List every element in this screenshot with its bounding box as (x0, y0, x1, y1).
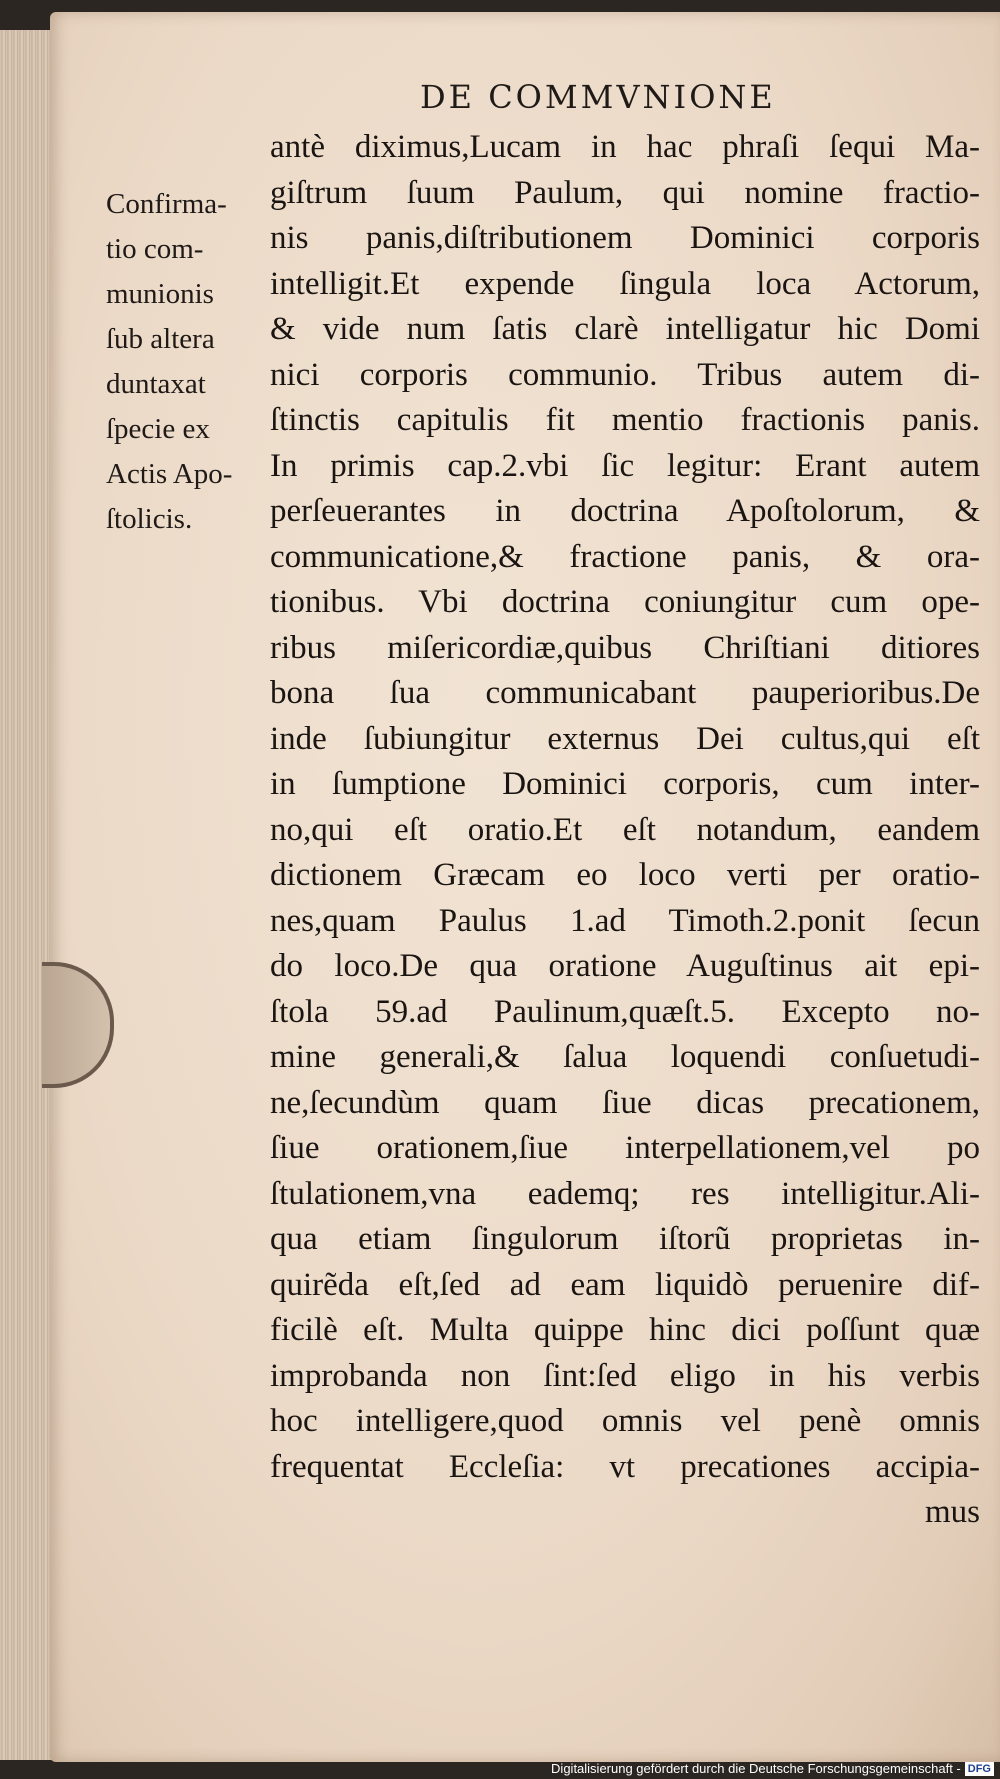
text-line: improbanda non ſint:ſed eligo in his verbis (270, 1357, 980, 1394)
running-head: DE COMMVNIONE (420, 78, 776, 116)
marginal-note (106, 182, 276, 542)
text-line: ſtinctis capitulis fit mentio fractionis panis. (270, 402, 980, 438)
text-line: in ſumptione Dominici corporis, cum inter- (270, 766, 980, 802)
dfg-logo: DFG (965, 1762, 994, 1776)
text-line: ſtola 59.ad Paulinum,quæſt.5. Excepto no- (270, 993, 980, 1030)
text-line: ne,ſecundùm quam ſiue dicas precationem, (270, 1084, 980, 1121)
text-line: giſtrum ſuum Paulum, qui nomine fractio- (270, 174, 980, 211)
text-line: nis panis,diſtributionem Dominici corporis (270, 220, 980, 256)
body-text (270, 125, 980, 1536)
text-line: no,qui eſt oratio.Et eſt notandum, eandem (270, 811, 980, 848)
text-line: bona ſua communicabant pauperioribus.De (270, 675, 980, 711)
marginal-note-line: munionis (106, 278, 214, 310)
text-line: mine generali,& ſalua loquendi conſuetudi- (270, 1039, 980, 1075)
digitization-credit (551, 1761, 994, 1776)
text-line: quirẽda eſt,ſed ad eam liquidò peruenire dif- (270, 1266, 980, 1303)
marginal-note-line: tio com- (106, 233, 204, 265)
catchword: mus (924, 1494, 980, 1530)
marginal-note-line: ſpecie ex (106, 413, 210, 445)
text-line: antè diximus,Lucam in hac phraſi ſequi Ma- (270, 129, 980, 165)
text-line: perſeuerantes in doctrina Apoſtolorum, & (270, 493, 980, 529)
text-line: tionibus. Vbi doctrina coniungitur cum ope- (270, 584, 980, 620)
marginal-note-line: duntaxat (106, 368, 206, 400)
text-line: In primis cap.2.vbi ſic legitur: Erant autem (270, 447, 980, 484)
book-clasp (42, 962, 114, 1088)
marginal-note-line: ſub altera (106, 323, 215, 355)
text-line: ficilè eſt. Multa quippe hinc dici poſſunt quæ (270, 1312, 980, 1348)
marginal-note-line: ſtolicis. (106, 503, 193, 535)
text-line: communicatione,& fractione panis, & ora- (270, 538, 980, 575)
text-line: & vide num ſatis clarè intelligatur hic Domi (270, 311, 980, 347)
text-line: frequentat Eccleſia: vt precationes accipia- (270, 1448, 980, 1485)
text-line: inde ſubiungitur externus Dei cultus,qui eſt (270, 720, 980, 757)
text-line: do loco.De qua oratione Auguſtinus ait epi- (270, 948, 980, 984)
credit-text: Digitalisierung gefördert durch die Deutsche Forschungsgemeinschaft - (551, 1761, 961, 1776)
text-line: ſtulationem,vna eademq; res intelligitur.Ali- (270, 1175, 980, 1212)
text-line: qua etiam ſingulorum iſtorũ proprietas in- (270, 1221, 980, 1257)
text-line: nici corporis communio. Tribus autem di- (270, 356, 980, 393)
marginal-note-line: Actis Apo- (106, 458, 233, 490)
text-line: ſiue orationem,ſiue interpellationem,vel po (270, 1130, 980, 1166)
text-line: dictionem Græcam eo loco verti per oratio- (270, 857, 980, 893)
text-line: ribus miſericordiæ,quibus Chriſtiani ditiores (270, 629, 980, 666)
marginal-note-line: Confirma- (106, 188, 227, 220)
text-line: hoc intelligere,quod omnis vel penè omnis (270, 1403, 980, 1439)
text-line: intelligit.Et expende ſingula loca Actorum, (270, 265, 980, 302)
text-line: nes,quam Paulus 1.ad Timoth.2.ponit ſecun (270, 902, 980, 939)
